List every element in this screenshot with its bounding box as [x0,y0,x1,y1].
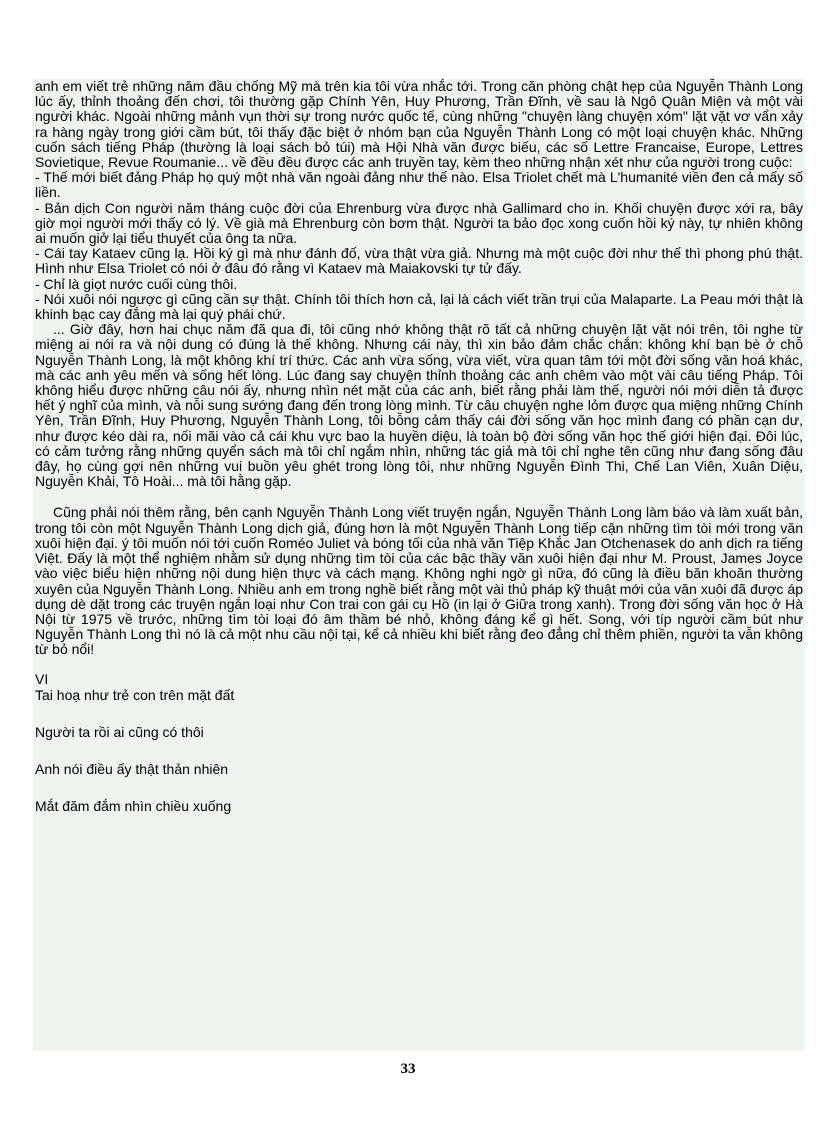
poem-line: Anh nói điều ấy thật thản nhiên [35,760,229,777]
page-number: 33 [400,1061,416,1077]
paragraph-reflection: ... Giờ đây, hơn hai chục năm đã qua đi, tôi cũng nhớ không thật rõ tất cả những chuyện lặt vặt nói trên, tôi nghe từ miệng ai nói ra và nội dung có đúng là thế không. Nhưng cái này, thì xin bảo đảm chắc chắn: không khí bạn bè ở chỗ Nguyễn Thành Long, là một không khí trí thức. Các anh vừa sống, vừa viết, vừa quan tâm tới một đời sống văn hoá khác, mà các anh yêu mến và sống hết lòng. Lúc đang say chuyện thỉnh thoảng các anh chêm vào một vài câu tiếng Pháp. Tôi không hiểu được những câu nói ấy, nhưng nhìn nét mặt của các anh, biết rằng phải làm thế, người nói mới diễn tả được hết ý nghĩ của mình, và nỗi sung sướng đang đến trong lòng mình. Từ câu chuyện nghe lỏm được qua miệng những Chính Yên, Trần Đĩnh, Huy Phương, Nguyễn Thành Long, tôi bỗng cảm thấy cái đời sống văn học mình đang có phần cạn dư, như được kéo dài ra, nối mãi vào cả cái khu vực bao la huyền diệu, là toàn bộ đời sống văn học thế giới hiện đại. Đôi lúc, có cảm tưởng rằng những quyển sách mà tôi chỉ ngắm nhìn, những tác giả mà tôi chỉ nghe tên cũng như đang sống đâu đây, họ cùng gợi nên những vui buồn yêu ghét trong lòng tôi, như những Nguyễn Đình Thi, Chế Lan Viên, Xuân Diệu, Nguyễn Khải, Tô Hoài... mà tôi hằng gặp. [35,321,803,490]
section-number: VI [35,670,49,687]
dialogue-line: - Nói xuôi nói ngược gì cũng cần sự thật. Chính tôi thích hơn cả, lại là cách viết trần trụi của Malaparte. La Peau mới thật là khinh bạc cay đắng mà lại quý phái chứ. [35,290,803,323]
paragraph-spacer [35,489,803,505]
document-body [35,79,803,835]
poem-line: Tai hoạ như trẻ con trên mặt đất [35,686,235,703]
dialogue-line: - Bản dịch Con người năm tháng cuộc đời của Ehrenburg vừa được nhà Gallimard cho in. Khối chuyện được xới ra, bây giờ mọi người mới thấy có lý. Về già mà Ehrenburg còn bơm thật. Người ta bảo đọc xong cuốn hồi ký này, tự nhiên không ai muốn giở lại tiểu thuyết của ông ta nữa. [35,199,803,247]
poem-line: Mắt đăm đắm nhìn chiều xuống [35,797,232,814]
paragraph-intro: anh em viết trẻ những năm đầu chống Mỹ mà trên kia tôi vừa nhắc tới. Trong căn phòng chật hẹp của Nguyễn Thành Long lúc ấy, thỉnh thoảng đến chơi, tôi thường gặp Chính Yên, Huy Phương, Trần Đĩnh, về sau là Ngô Quân Miện và một vài người khác. Ngoài những mảnh vụn thời sự trong nước quốc tế, cùng những "chuyện làng chuyện xóm" lặt vặt vơ vẩn xảy ra hàng ngày trong giới cầm bút, tôi thấy đặc biệt ở nhóm bạn của Nguyễn Thành Long có một loại chuyện khác. Những cuốn sách tiếng Pháp (thường là loại sách bỏ túi) mà Hội Nhà văn được biếu, các số Lettre Francaise, Europe, Lettres Sovietique, Revue Roumanie... về đều đều được các anh truyền tay, kèm theo những nhận xét như của người trong cuộc: [35,78,803,171]
dialogue-line: - Chỉ là giọt nước cuối cùng thôi. [35,275,238,292]
paragraph-translator: Cũng phải nói thêm rằng, bên cạnh Nguyễn Thành Long viết truyện ngắn, Nguyễn Thành Long làm báo và làm xuất bản, trong tôi còn một Nguyễn Thành Long dịch giả, đúng hơn là một Nguyễn Thành Long tiếp cận những tìm tòi mới trong văn xuôi hiện đại. ý tôi muốn nói tới cuốn Roméo Juliet và bóng tối của nhà văn Tiệp Khắc Jan Otchenasek do anh dịch ra tiếng Việt. Đấy là một thể nghiệm nhằm sử dụng những tìm tòi của các bậc thầy văn xuôi hiện đại như M. Proust, James Joyce vào việc biểu hiện những nội dung hiện thực và cách mạng. Không nghi ngờ gì nữa, đó cũng là điều băn khoăn thường xuyên của Nguyễn Thành Long. Nhiều anh em trong nghề biết rằng một vài thủ pháp kỹ thuật mới của văn xuôi đã được áp dụng dè dặt trong các truyện ngắn loại như Con trai con gái cụ Hồ (in lại ở Giữa trong xanh). Trong đời sống văn học ở Hà Nội từ 1975 về trước, những tìm tòi loại đó âm thầm bé nhỏ, không đáng kể gì hết. Song, với típ người cầm bút như Nguyễn Thành Long thì nó là cả một nhu cầu nội tại, kể cả nhiều khi biết rằng đeo đẳng chỉ thêm phiền, người ta vẫn không từ bỏ nổi! [35,504,803,658]
paragraph-spacer [35,658,803,672]
dialogue-line: - Cái tay Kataev cũng lạ. Hồi ký gì mà như đánh đố, vừa thật vừa giả. Nhưng mà một cuộc đời như thế thì phong phú thật. Hình như Elsa Triolet có nói ở đâu đó rằng vì Kataev mà Maiakovski tự tử đấy. [35,245,803,277]
poem-line: Người ta rồi ai cũng có thôi [35,723,204,740]
dialogue-line: - Thế mới biết đảng Pháp họ quý một nhà văn ngoài đảng như thế nào. Elsa Triolet chết mà L'humanité viền đen cả mấy số liền. [35,169,803,201]
